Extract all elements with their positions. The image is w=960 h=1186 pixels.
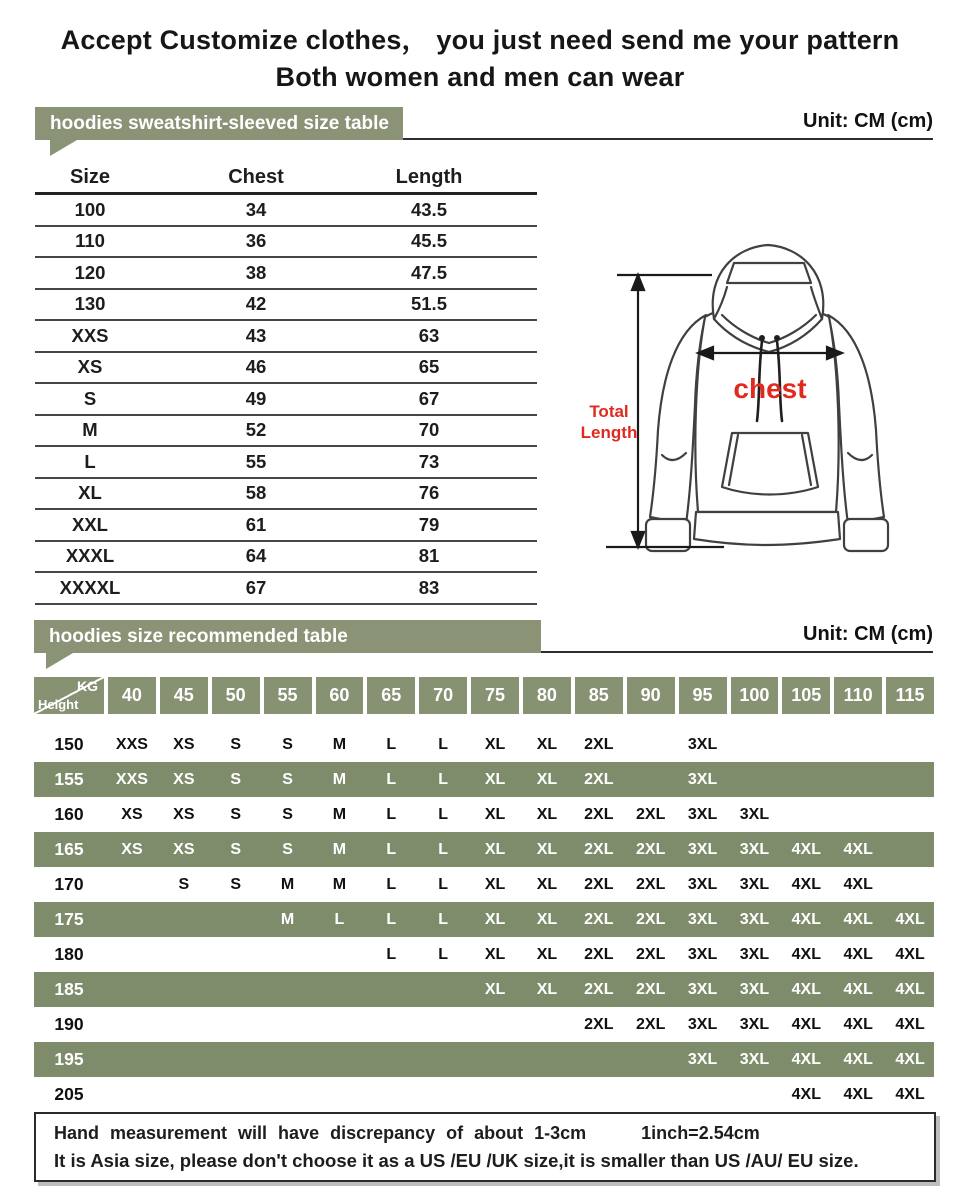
size-table-cell: XXXL [65,545,115,567]
corner-kg-label: KG [77,678,98,694]
col-header-chest: Chest [228,165,284,188]
matrix-cell: 4XL [843,910,873,928]
size-table-cell: 52 [245,419,267,441]
banner-tail [50,140,77,156]
size-table-cell: 81 [418,545,440,567]
matrix-cell: 4XL [791,875,821,893]
matrix-cell: XS [173,770,195,788]
size-table-cell: 100 [74,198,106,220]
matrix-cell: S [230,805,242,823]
size-table-cell: 70 [418,419,440,441]
size-table-cell: 46 [245,356,267,378]
matrix-cell: 2XL [584,875,614,893]
col-header-size: Size [69,165,111,188]
matrix-cell: 3XL [687,840,718,858]
matrix-cell: L [438,735,449,753]
matrix-cell: 3XL [687,875,718,893]
unit-label-2: Unit: CM (cm) [803,623,933,645]
size-table-cell: 34 [245,198,267,220]
matrix-cell: S [230,840,242,858]
col-header-length: Length [395,165,463,188]
corner-height-label: Height [38,697,79,712]
total-length-label-line2: Length [580,423,638,442]
size-table-cell: 47.5 [410,261,447,283]
matrix-cell: 4XL [791,1085,821,1103]
matrix-cell: M [280,910,295,928]
unit-label-1: Unit: CM (cm) [803,110,933,132]
size-table-cell: 51.5 [410,293,447,315]
size-table-cell: XXL [72,513,108,535]
matrix-cell: 4XL [895,1085,925,1103]
matrix-cell: S [282,735,293,753]
size-table-row [35,447,537,479]
total-length-label-line1: Total [589,402,629,421]
matrix-cell: 3XL [739,945,770,963]
matrix-cell: L [334,910,345,928]
matrix-cell: S [178,875,190,893]
matrix-cell: 4XL [791,1015,821,1033]
size-table-row [35,321,537,353]
weight-header-cell: 95 [679,677,727,714]
matrix-cell: L [386,770,397,788]
size-table-cell: 83 [418,576,440,598]
height-label: 195 [54,1049,84,1069]
matrix-row [34,762,934,797]
matrix-cell: XL [484,840,506,858]
weight-header-cell: 100 [731,677,779,714]
size-table-row [35,542,537,574]
matrix-cell: 4XL [791,840,821,858]
matrix-cell: XL [484,910,506,928]
matrix-cell: 2XL [584,980,614,998]
matrix-cell: 3XL [687,805,718,823]
matrix-cell: S [282,840,293,858]
height-label: 150 [54,734,84,754]
size-table-cell: S [83,387,97,409]
hem-band [694,512,840,545]
matrix-cell: L [386,875,397,893]
matrix-cell: 4XL [843,1085,873,1103]
size-table-cell: 49 [245,387,267,409]
matrix-cell: M [332,735,347,753]
matrix-cell: 2XL [636,910,666,928]
kg-height-corner-cell [34,677,104,714]
footer-line-2: It is Asia size, please don't choose it as a US /EU /UK size,it is smaller than US /AU/ EU size. [54,1150,859,1171]
hoodie-measure-diagram [572,225,960,575]
matrix-row [34,1042,934,1077]
drawstring-eyelet-right [774,335,780,341]
height-label: 160 [54,804,84,824]
matrix-cell: XL [484,980,506,998]
matrix-cell: XS [173,840,195,858]
size-table-row [35,384,537,416]
height-label: 175 [54,909,84,929]
matrix-cell: L [386,910,397,928]
weight-header-cell: 45 [160,677,208,714]
weight-header-cell: 105 [782,677,830,714]
matrix-cell: M [332,805,347,823]
matrix-cell: 3XL [687,1050,718,1068]
matrix-cell: 4XL [895,910,925,928]
matrix-cell: XL [536,875,558,893]
matrix-cell: XS [173,735,195,753]
size-table-cell: 45.5 [410,230,447,252]
weight-header-cell: 55 [264,677,312,714]
matrix-row [34,1007,934,1042]
height-label: 185 [54,979,84,999]
size-table-row [35,573,537,605]
size-table-row [35,353,537,385]
matrix-row [34,937,934,972]
matrix-cell: 2XL [584,735,614,753]
right-cuff [844,519,888,551]
matrix-cell: S [230,735,242,753]
size-table-cell: 55 [245,450,267,472]
matrix-cell: XS [121,840,143,858]
matrix-cell: 2XL [584,1015,614,1033]
size-table-row [35,479,537,511]
matrix-cell: 2XL [584,910,614,928]
size-table-cell: 64 [245,545,267,567]
matrix-cell: 3XL [739,980,770,998]
size-table-cell: 63 [418,324,440,346]
weight-header-cell: 90 [627,677,675,714]
size-table-cell: XXS [71,324,109,346]
matrix-row [34,832,934,867]
size-table-cell: 130 [74,293,106,315]
weight-header-cell: 40 [108,677,156,714]
size-table-cell: 120 [74,261,106,283]
footer-measurement-note: Hand measurement will have discrepancy of about 1-3cm [54,1123,587,1143]
matrix-cell: 2XL [584,840,614,858]
size-table-row [35,195,537,227]
matrix-cell: 4XL [843,945,873,963]
height-label: 180 [54,944,84,964]
matrix-cell: 3XL [687,945,718,963]
matrix-cell: XL [536,735,558,753]
size-table-cell: M [82,419,98,441]
matrix-cell: 4XL [843,980,873,998]
matrix-cell: 4XL [791,910,821,928]
hood-collar [727,263,811,283]
matrix-cell: XL [536,910,558,928]
matrix-cell: 2XL [584,805,614,823]
matrix-cell: S [230,875,242,893]
height-label: 190 [54,1014,84,1034]
matrix-cell: S [230,770,242,788]
matrix-cell: 4XL [843,840,873,858]
matrix-cell: XL [536,805,558,823]
matrix-row [34,867,934,902]
matrix-cell: S [282,770,293,788]
matrix-cell: 2XL [636,980,666,998]
weight-header-cell: 85 [575,677,623,714]
matrix-row [34,972,934,1007]
recommended-table-banner: hoodies size recommended table [34,620,541,653]
matrix-row [34,1077,934,1112]
title-line-2: Both women and men can wear [275,62,685,92]
chest-label: chest [733,373,807,404]
matrix-cell: 3XL [739,1015,770,1033]
size-table-row [35,258,537,290]
size-table-cell: XS [77,356,103,378]
weight-header-cell: 65 [367,677,415,714]
matrix-cell: 3XL [739,1050,770,1068]
size-table [35,162,537,605]
size-table-cell: 73 [418,450,440,472]
matrix-cell: L [438,805,449,823]
matrix-cell: 4XL [895,1015,925,1033]
size-table-row [35,416,537,448]
matrix-cell: L [438,875,449,893]
matrix-cell: XL [536,980,558,998]
matrix-cell: L [386,945,397,963]
weight-header-cell: 70 [419,677,467,714]
size-table-body [35,195,537,605]
size-table-cell: 110 [75,230,105,252]
size-table-cell: XXXXL [59,576,121,598]
height-label: 165 [54,839,84,859]
matrix-body [34,727,934,1112]
banner-rule [403,138,933,141]
matrix-cell: L [438,945,449,963]
matrix-cell: 2XL [584,770,614,788]
size-table-cell: XL [78,482,102,504]
size-table-cell: 79 [418,513,440,535]
matrix-cell: 2XL [636,945,666,963]
page-title [0,22,960,96]
size-table-cell: 65 [418,356,440,378]
matrix-cell: L [386,805,397,823]
matrix-cell: 3XL [739,875,770,893]
matrix-cell: XXS [115,735,148,753]
matrix-row [34,727,934,762]
matrix-cell: XL [484,875,506,893]
size-table-banner: hoodies sweatshirt-sleeved size table [35,107,403,140]
matrix-cell: M [332,770,347,788]
matrix-cell: 4XL [791,945,821,963]
matrix-cell: XL [484,945,506,963]
matrix-cell: L [438,910,449,928]
matrix-cell: XXS [115,770,148,788]
matrix-cell: S [282,805,293,823]
size-table-cell: 76 [418,482,440,504]
matrix-cell: 3XL [687,1015,718,1033]
size-table-cell: 61 [245,513,267,535]
height-label: 170 [54,874,84,894]
weight-header-cell: 60 [316,677,364,714]
matrix-cell: XL [484,805,506,823]
size-table-cell: L [84,450,96,472]
matrix-cell: XL [536,945,558,963]
matrix-cell: 4XL [895,945,925,963]
matrix-cell: 3XL [687,980,718,998]
matrix-cell: XL [536,770,558,788]
matrix-cell: 4XL [791,1050,821,1068]
size-table-cell: 67 [418,387,440,409]
banner-rule [541,651,933,654]
matrix-cell: 3XL [739,840,770,858]
total-length-arrowhead-up [632,275,644,290]
weight-header-cell: 115 [886,677,934,714]
height-label: 205 [54,1084,84,1104]
matrix-cell: 2XL [584,945,614,963]
size-table-row [35,227,537,259]
matrix-cell: 3XL [687,735,718,753]
size-table-row [35,290,537,322]
size-table-row [35,510,537,542]
matrix-cell: 2XL [636,840,666,858]
matrix-cell: XS [121,805,143,823]
height-label: 155 [54,769,84,789]
matrix-cell: XL [484,770,506,788]
matrix-cell: 3XL [739,910,770,928]
size-table-cell: 36 [245,230,267,252]
matrix-cell: 3XL [739,805,770,823]
banner-tail [46,653,73,669]
matrix-cell: 4XL [895,980,925,998]
weight-header-cell: 80 [523,677,571,714]
size-table-header [35,162,537,195]
size-table-cell: 43.5 [410,198,447,220]
size-table-cell: 58 [245,482,267,504]
footer-line-1 [54,1123,916,1144]
total-length-arrowhead-down [632,532,644,547]
size-table-cell: 43 [245,324,267,346]
title-line-1: Accept Customize clothes， you just need send me your pattern [60,25,900,55]
matrix-cell: 4XL [895,1050,925,1068]
matrix-cell: L [386,840,397,858]
size-table-cell: 38 [245,261,267,283]
drawstring-eyelet-left [759,335,765,341]
matrix-cell: M [280,875,295,893]
matrix-cell: 4XL [843,1050,873,1068]
footer-note [34,1112,936,1182]
matrix-cell: 2XL [636,875,666,893]
matrix-cell: XL [484,735,506,753]
matrix-cell: L [386,735,397,753]
matrix-header [34,677,934,714]
matrix-cell: 3XL [687,770,718,788]
matrix-row [34,902,934,937]
matrix-cell: XL [536,840,558,858]
size-table-cell: 42 [245,293,267,315]
matrix-cell: 2XL [636,1015,666,1033]
weight-header-cell: 110 [834,677,882,714]
weight-header-cell: 75 [471,677,519,714]
weight-header-cell: 50 [212,677,260,714]
footer-inch-conversion: 1inch=2.54cm [641,1123,760,1143]
size-table-cell: 67 [245,576,267,598]
matrix-cell: XS [173,805,195,823]
matrix-cell: 2XL [636,805,666,823]
matrix-cell: L [438,840,449,858]
matrix-cell: 3XL [687,910,718,928]
matrix-cell: M [332,840,347,858]
matrix-cell: L [438,770,449,788]
matrix-cell: 4XL [791,980,821,998]
matrix-cell: M [332,875,347,893]
matrix-cell: 4XL [843,1015,873,1033]
matrix-row [34,797,934,832]
matrix-cell: 4XL [843,875,873,893]
